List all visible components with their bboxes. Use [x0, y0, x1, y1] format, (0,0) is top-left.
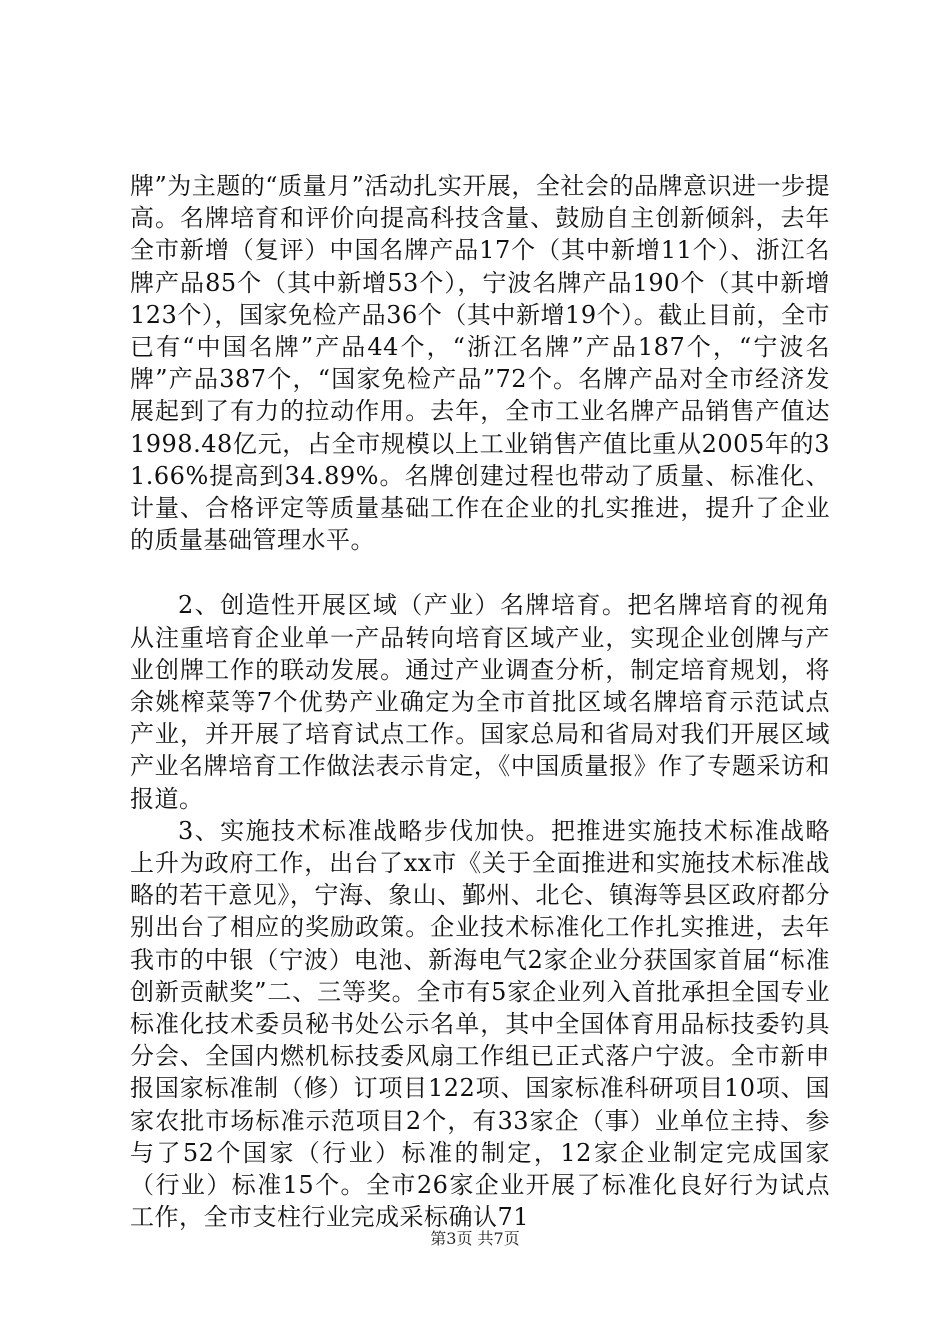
paragraph-technical-standards: 3、实施技术标准战略步伐加快。把推进实施技术标准战略上升为政府工作，出台了xx市《关于全面推进和实施技术标准战略的若干意见》，宁海、象山、鄞州、北仑、镇海等县区政府都分别出台了相应的奖励政策。企业技术标准化工作扎实推进，去年我市的中银（宁波）电池、新海电气2家企业分获国家首届“标准创新贡献奖”二、三等奖。全市有5家企业列入首批承担全国专业标准化技术委员秘书处公示名单，其中全国体育用品标技委钓具分会、全国内燃机标技委风扇工作组已正式落户宁波。全市新申报国家标准制（修）订项目122项、国家标准科研项目10项、国家农批市场标准示范项目2个，有33家企（事）业单位主持、参与了52个国家（行业）标准的制定，12家企业制定完成国家（行业）标准15个。全市26家企业开展了标准化良好行为试点工作，全市支柱行业完成采标确认71: [130, 816, 830, 1232]
paragraph-regional-brand: 2、创造性开展区域（产业）名牌培育。把名牌培育的视角从注重培育企业单一产品转向培育区域产业，实现企业创牌与产业创牌工作的联动发展。通过产业调查分析，制定培育规划，将余姚榨菜等7个优势产业确定为全市首批区域名牌培育示范试点产业，并开展了培育试点工作。国家总局和省局对我们开展区域产业名牌培育工作做法表示肯定，《中国质量报》作了专题采访和报道。: [130, 591, 830, 813]
page-number-footer: 第3页 共7页: [430, 1229, 520, 1248]
paragraph-spacer: [130, 556, 830, 589]
document-body: [130, 170, 830, 1234]
paragraph-brand-quality: 牌”为主题的“质量月”活动扎实开展，全社会的品牌意识进一步提高。名牌培育和评价向提高科技含量、鼓励自主创新倾斜，去年全市新增（复评）中国名牌产品17个（其中新增11个）、浙江名牌产品85个（其中新增53个），宁波名牌产品190个（其中新增123个），国家免检产品36个（其中新增19个）。截止目前，全市已有“中国名牌”产品44个，“浙江名牌”产品187个，“宁波名牌”产品387个，“国家免检产品”72个。名牌产品对全市经济发展起到了有力的拉动作用。去年，全市工业名牌产品销售产值达1998.48亿元，占全市规模以上工业销售产值比重从2005年的31.66%提高到34.89%。名牌创建过程也带动了质量、标准化、计量、合格评定等质量基础工作在企业的扎实推进，提升了企业的质量基础管理水平。: [130, 172, 830, 555]
